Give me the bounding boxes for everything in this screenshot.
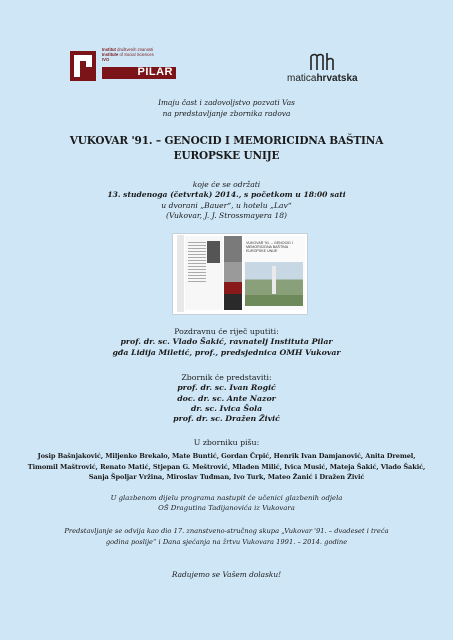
conference-line-2: godina poslije“ i Dana sjećanja na žrtvu Vukovara 1991. – 2014. godine — [105, 538, 348, 546]
invite-line-2: na predstavljanje zbornika radova — [162, 108, 291, 118]
closing-line: Radujemo se Vašem dolasku! — [171, 570, 282, 579]
music-line-1: U glazbenom dijelu programa nastupit će učenici glazbenih odjela — [110, 494, 343, 502]
greetings-heading: Pozdravnu će riječ uputiti: — [174, 327, 279, 336]
event-address: (Vukovar, J. J. Strossmayera 18) — [166, 210, 287, 220]
title-line-2: EUROPSKE UNIJE — [173, 148, 280, 162]
presenter-1: prof. dr. sc. Ivan Rogić — [177, 383, 276, 393]
presenter-4: prof. dr. sc. Dražen Živić — [173, 414, 280, 424]
book-spine-blocks — [224, 236, 242, 310]
title-line-1: VUKOVAR '91. – GENOCID I MEMORICIDNA BAŠTINA — [69, 133, 384, 147]
presenters-heading: Zbornik će predstaviti: — [181, 373, 272, 382]
music-line-2: OŠ Dragutina Tadijanovića iz Vukovara — [158, 504, 295, 513]
conference-line-1: Predstavljanje se odvija kao dio 17. znanstveno-stručnog skupa „Vukovar '91. – dvadeset i treća — [64, 527, 389, 535]
matica-mark-icon — [309, 52, 335, 72]
institut-pilar-logo — [68, 47, 178, 87]
authors-heading: U zborniku pišu: — [193, 438, 260, 447]
event-details — [0, 180, 453, 221]
event-title — [18, 133, 435, 163]
pilar-name-bar — [102, 67, 176, 79]
conference-note — [0, 526, 453, 548]
event-intro: koje će se održati — [192, 180, 261, 189]
book-front-cover — [243, 236, 305, 310]
book-cover-title: VUKOVAR '91. – GENOCID I MEMORICIDNA BAŠTINA EUROPSKE UNIJE — [246, 241, 293, 254]
water-tower-shape — [272, 266, 276, 294]
authors-list: Josip Bašnjaković, Miljenko Brekalo, Mate Buntić, Gordan Črpić, Henrik Ivan Damjanović, Anita Dremel, Timomil Maštrović, Renato Matić, Stjepan G. Meštrović, Mladen Milić, Ivica Musić, Mateja Šakić, Vlado Šakić, Sanja Špoljar Vržina, Miroslav Tuđman, Ivo Turk, Mateo Žanić i Dražen Živić — [27, 452, 426, 482]
invite-line-1: Imaju čast i zadovoljstvo pozvati Vas — [158, 98, 295, 107]
greetings-section — [0, 327, 453, 358]
invitation-text — [0, 98, 453, 119]
event-date: 13. studenoga (četvrtak) 2014., s početkom u 18:00 sati — [107, 190, 346, 200]
greeting-speaker-1: prof. dr. sc. Vlado Šakić, ravnatelj Instituta Pilar — [120, 337, 333, 347]
matica-name: maticahrvatska — [287, 73, 358, 84]
book-cover-image — [173, 234, 307, 314]
pilar-name: PILAR — [137, 66, 173, 78]
presenters-section — [0, 373, 453, 424]
pilar-logo-text: Institut društvenih znanosti Institute of Social Sciences IVO — [102, 47, 154, 62]
event-venue: u dvorani „Bauer“, u hotelu „Lav“ — [161, 200, 292, 210]
book-back-cover — [185, 236, 223, 310]
greeting-speaker-2: gđa Lidija Miletić, prof., predsjednica OMH Vukovar — [112, 347, 341, 357]
presenter-3: dr. sc. Ivica Šola — [190, 403, 263, 413]
music-program — [0, 493, 453, 514]
pilar-emblem-icon — [68, 49, 98, 83]
presenter-2: doc. dr. sc. Ante Nazor — [177, 393, 276, 403]
matica-hrvatska-logo — [287, 52, 363, 86]
